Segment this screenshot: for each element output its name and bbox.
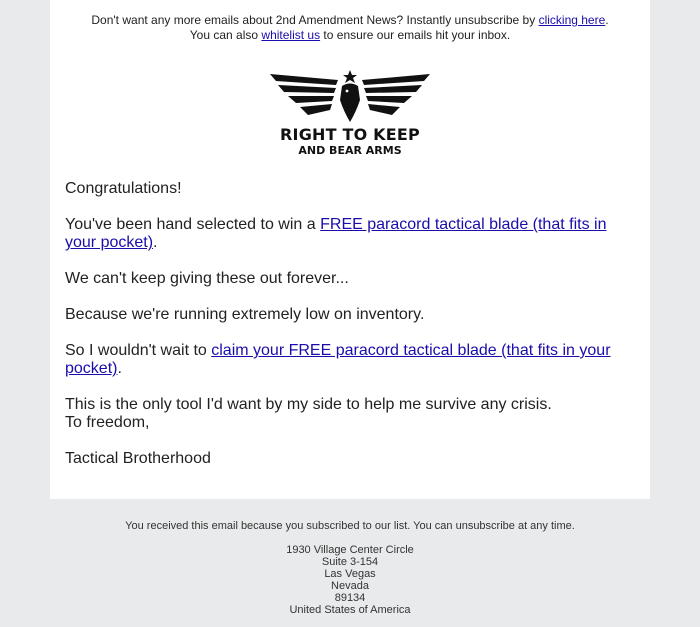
address-line: Suite 3-154 (321, 556, 379, 568)
address-line: 89134 (334, 592, 366, 604)
paragraph-punct: . (117, 360, 122, 377)
paragraph-forever: We can't keep giving these out forever... (65, 270, 349, 287)
paragraph-punct: . (153, 234, 158, 251)
sign-off: To freedom, (65, 414, 150, 431)
email-footer (0, 520, 700, 616)
paragraph-selected (65, 216, 625, 252)
closing-line: This is the only tool I'd want by my side to help me survive any crisis. (65, 396, 552, 413)
claim-blade-link[interactable]: claim your FREE paracord tactical blade (that fits in your pocket) (65, 342, 611, 377)
logo-title: RIGHT TO KEEP (280, 125, 420, 144)
subscription-notice: You received this email because you subscribed to our list. You can unsubscribe at any time. (125, 520, 575, 532)
email-body (65, 180, 625, 486)
whitelist-link[interactable]: whitelist us (261, 28, 321, 42)
brand-logo (50, 66, 650, 157)
preheader-text: You can also (189, 28, 262, 42)
address-line: Las Vegas (324, 568, 376, 580)
paragraph-text: You've been hand selected to win a (65, 216, 321, 233)
unsubscribe-link[interactable]: clicking here (538, 13, 606, 27)
address-line: United States of America (289, 604, 411, 616)
greeting: Congratulations! (65, 180, 182, 197)
paragraph-closing (65, 396, 625, 432)
free-blade-link[interactable]: FREE paracord tactical blade (that fits in your pocket) (65, 216, 607, 251)
signature: Tactical Brotherhood (65, 450, 211, 467)
preheader-text: to ensure our emails hit your inbox. (320, 28, 511, 42)
preheader-line-2 (50, 28, 650, 43)
email-card (50, 0, 650, 499)
address-line: Nevada (331, 580, 369, 592)
preheader-line-1 (50, 13, 650, 28)
paragraph-inventory: Because we're running extremely low on inventory. (65, 306, 425, 323)
eagle-star-icon (270, 66, 430, 124)
logo-subtitle: AND BEAR ARMS (298, 144, 402, 157)
preheader (50, 13, 650, 43)
paragraph-text: So I wouldn't wait to (65, 342, 212, 359)
preheader-text: Don't want any more emails about 2nd Amendment News? Instantly unsubscribe by (91, 13, 539, 27)
paragraph-claim (65, 342, 625, 378)
address-line: 1930 Village Center Circle (286, 544, 414, 556)
preheader-punct: . (605, 13, 609, 27)
